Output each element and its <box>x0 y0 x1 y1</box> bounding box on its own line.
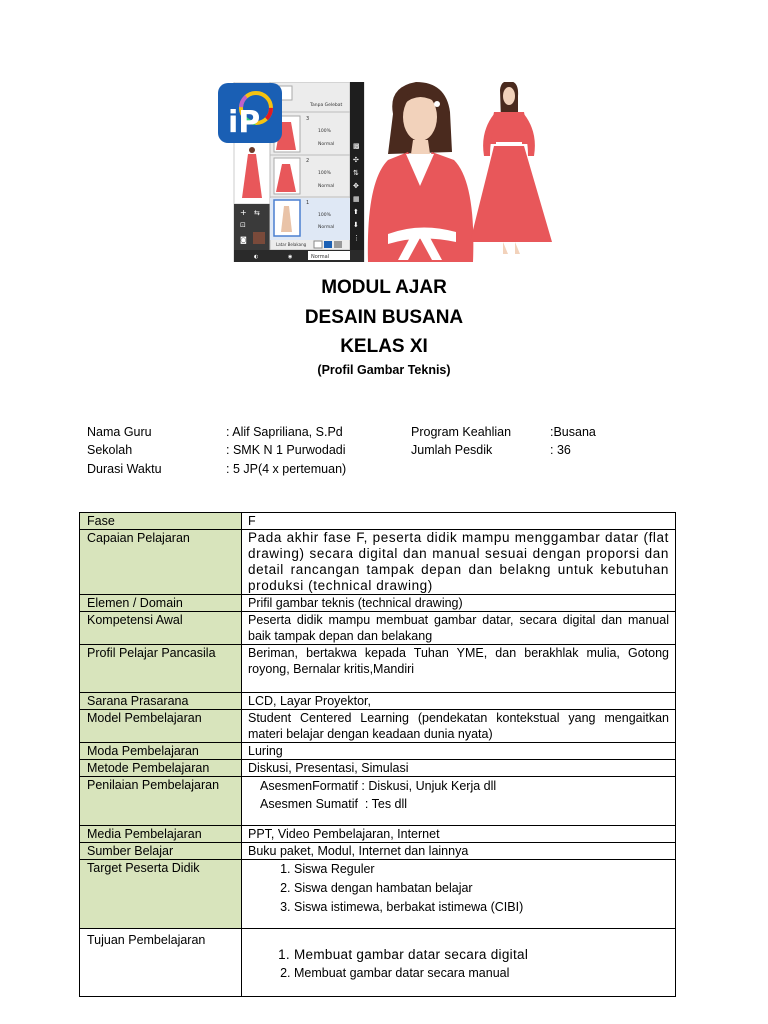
list-item: 2. Membuat gambar datar secara manual <box>294 964 669 983</box>
kompetensi-value: Peserta didik mampu membuat gambar datar, secara digital dan manual baik tampak depan dan belakang <box>242 612 676 645</box>
svg-text:◙: ◙ <box>240 236 247 244</box>
sekolah-value: : SMK N 1 Purwodadi <box>226 443 346 457</box>
fase-value: F <box>242 513 676 530</box>
svg-text:◐: ◐ <box>254 254 259 260</box>
row-kompetensi <box>80 612 676 645</box>
svg-text:▩: ▩ <box>353 142 360 150</box>
capaian-value: Pada akhir fase F, peserta didik mampu menggambar datar (flat drawing) secara digital dan manual sesuai dengan proporsi dan detail rancangan tampak depan dan belakng untuk kebutuhan produksi (technical drawing) <box>242 530 676 595</box>
cover-illustration <box>218 82 552 262</box>
svg-text:⇆: ⇆ <box>254 209 260 217</box>
profil-value: Beriman, bertakwa kepada Tuhan YME, dan berakhlak mulia, Gotong royong, Bernalar kritis,Mandiri <box>242 645 676 693</box>
svg-text:⋮: ⋮ <box>353 234 360 242</box>
svg-text:2: 2 <box>306 158 310 164</box>
fase-label: Fase <box>80 513 242 530</box>
row-metode <box>80 760 676 777</box>
svg-text:▦: ▦ <box>353 195 360 203</box>
svg-text:100%: 100% <box>318 171 331 176</box>
svg-text:iP: iP <box>228 105 261 140</box>
svg-text:100%: 100% <box>318 129 331 134</box>
list-item: 1. Membuat gambar datar secara digital <box>294 945 669 964</box>
row-moda <box>80 743 676 760</box>
program-label: Program Keahlian <box>411 425 512 439</box>
svg-text:Normal: Normal <box>318 225 335 230</box>
fashion-full-figure <box>470 82 552 254</box>
tujuan-value <box>242 929 676 997</box>
sarana-label: Sarana Prasarana <box>80 693 242 710</box>
document-subtitle: (Profil Gambar Teknis) <box>317 363 451 377</box>
row-tujuan <box>80 929 676 997</box>
svg-text:◉: ◉ <box>288 254 293 260</box>
row-penilaian <box>80 777 676 826</box>
row-fase <box>80 513 676 530</box>
svg-text:Normal: Normal <box>318 184 335 189</box>
fashion-portrait <box>368 82 474 262</box>
durasi-value: : 5 JP(4 x pertemuan) <box>226 462 347 476</box>
profil-label: Profil Pelajar Pancasila <box>80 645 242 693</box>
capaian-label: Capaian Pelajaran <box>80 530 242 595</box>
svg-text:⊡: ⊡ <box>240 221 246 229</box>
svg-text:Tanpa Gelebat: Tanpa Gelebat <box>310 103 343 108</box>
svg-text:Latar Belakang: Latar Belakang <box>276 242 307 247</box>
svg-text:100%: 100% <box>318 213 331 218</box>
row-sarana <box>80 693 676 710</box>
jumlah-label: Jumlah Pesdik <box>411 443 493 457</box>
tujuan-label: Tujuan Pembelajaran <box>80 929 242 997</box>
row-model <box>80 710 676 743</box>
program-value: :Busana <box>550 425 596 439</box>
target-label: Target Peserta Didik <box>80 860 242 929</box>
row-media <box>80 826 676 843</box>
class-title: KELAS XI <box>340 336 428 357</box>
guru-label: Nama Guru <box>87 425 152 439</box>
sumber-label: Sumber Belajar <box>80 843 242 860</box>
row-sumber <box>80 843 676 860</box>
svg-text:⇅: ⇅ <box>353 169 359 177</box>
elemen-value: Prifil gambar teknis (technical drawing) <box>242 595 676 612</box>
sumber-value: Buku paket, Modul, Internet dan lainnya <box>242 843 676 860</box>
svg-text:⬇: ⬇ <box>353 221 359 229</box>
ibispaint-logo-icon <box>218 83 282 143</box>
svg-text:3: 3 <box>306 116 310 122</box>
svg-text:Normal: Normal <box>311 254 330 260</box>
svg-text:✣: ✣ <box>353 156 359 164</box>
moda-label: Moda Pembelajaran <box>80 743 242 760</box>
svg-text:1: 1 <box>306 200 310 206</box>
sekolah-label: Sekolah <box>87 443 133 457</box>
model-label: Model Pembelajaran <box>80 710 242 743</box>
svg-text:Normal: Normal <box>318 142 335 147</box>
metode-label: Metode Pembelajaran <box>80 760 242 777</box>
asesmen-sumatif: Asesmen Sumatif : Tes dll <box>260 797 408 811</box>
row-elemen <box>80 595 676 612</box>
list-item: 3. Siswa istimewa, berbakat istimewa (CIBI) <box>294 898 669 917</box>
penilaian-value <box>242 777 676 826</box>
kompetensi-label: Kompetensi Awal <box>80 612 242 645</box>
metode-value: Diskusi, Presentasi, Simulasi <box>242 760 676 777</box>
svg-text:✥: ✥ <box>353 182 359 190</box>
model-value: Student Centered Learning (pendekatan kontekstual yang mengaitkan materi belajar dengan keadaan dunia nyata) <box>242 710 676 743</box>
subject-title: DESAIN BUSANA <box>304 307 464 328</box>
moda-value: Luring <box>242 743 676 760</box>
guru-value: : Alif Sapriliana, S.Pd <box>226 425 343 439</box>
row-capaian <box>80 530 676 595</box>
media-value: PPT, Video Pembelajaran, Internet <box>242 826 676 843</box>
durasi-label: Durasi Waktu <box>87 462 162 476</box>
module-info-table <box>79 512 676 997</box>
target-value <box>242 860 676 929</box>
svg-text:⬆: ⬆ <box>353 208 359 216</box>
jumlah-value: : 36 <box>550 443 571 457</box>
svg-text:+: + <box>240 208 247 217</box>
sarana-value: LCD, Layar Proyektor, <box>242 693 676 710</box>
penilaian-label: Penilaian Pembelajaran <box>80 777 242 826</box>
elemen-label: Elemen / Domain <box>80 595 242 612</box>
row-profil <box>80 645 676 693</box>
module-title: MODUL AJAR <box>321 277 447 298</box>
list-item: 1. Siswa Reguler <box>294 860 669 879</box>
media-label: Media Pembelajaran <box>80 826 242 843</box>
list-item: 2. Siswa dengan hambatan belajar <box>294 879 669 898</box>
asesmen-formatif: AsesmenFormatif : Diskusi, Unjuk Kerja dll <box>260 779 497 793</box>
row-target <box>80 860 676 929</box>
